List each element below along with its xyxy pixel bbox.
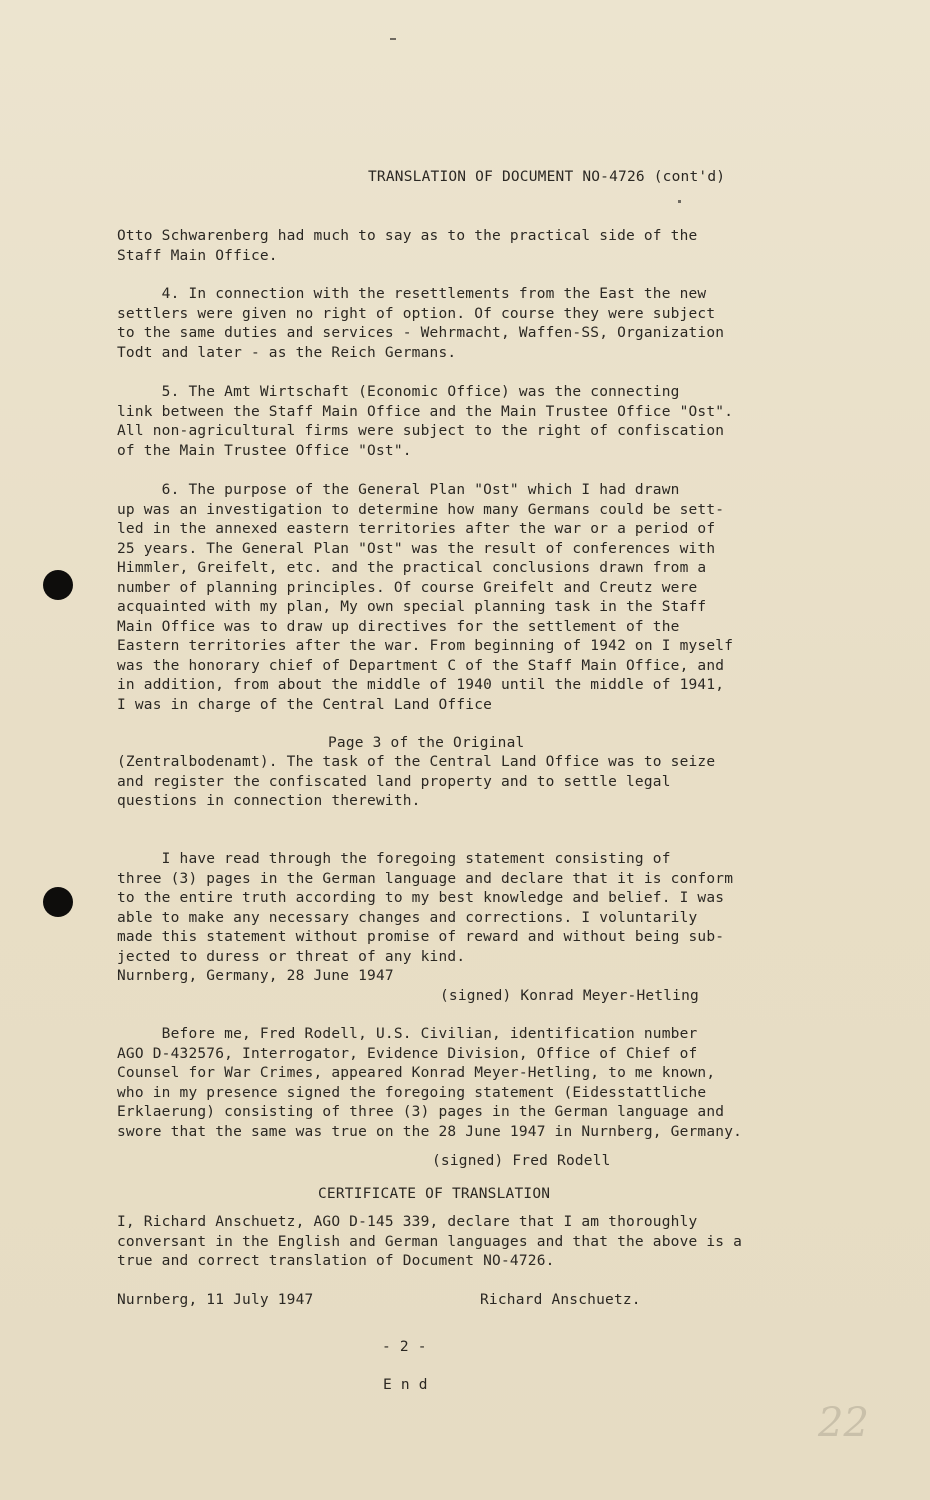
text-line: Before me, Fred Rodell, U.S. Civilian, identification number (117, 1026, 698, 1042)
text-line: to the same duties and services - Wehrmacht, Waffen-SS, Organization (117, 325, 725, 341)
paragraph-6 (117, 481, 807, 715)
text-line: led in the annexed eastern territories after the war or a period of (117, 521, 716, 537)
text-line: settlers were given no right of option. Of course they were subject (117, 305, 716, 322)
text-line: 5. The Amt Wirtschaft (Economic Office) was the connecting (117, 384, 680, 400)
text-line: conversant in the English and German languages and that the above is a (117, 1233, 743, 1250)
text-line: (Zentralbodenamt). The task of the Central Land Office was to seize (117, 754, 716, 770)
text-line: 4. In connection with the resettlements from the East the new (117, 286, 707, 302)
text-line: Main Office was to draw up directives for the settlement of the (117, 618, 680, 635)
oath-paragraph (117, 1025, 807, 1142)
signature-rodell: (signed) Fred Rodell (432, 1153, 611, 1169)
certificate-body (117, 1213, 807, 1272)
certificate-place-date: Nurnberg, 11 July 1947 (117, 1292, 314, 1308)
certificate-heading: CERTIFICATE OF TRANSLATION (318, 1186, 551, 1202)
handwritten-page-number: 22 (818, 1400, 869, 1446)
text-line: was the honorary chief of Department C of the Staff Main Office, and (117, 657, 725, 674)
text-line: true and correct translation of Document NO-4726. (117, 1253, 555, 1269)
intro-paragraph (117, 227, 807, 266)
text-line: AGO D-432576, Interrogator, Evidence Division, Office of Chief of (117, 1045, 698, 1062)
text-line: I have read through the foregoing statement consisting of (117, 851, 671, 867)
text-line: able to make any necessary changes and corrections. I voluntarily (117, 909, 698, 926)
punch-hole-top (43, 570, 73, 600)
text-line: Eastern territories after the war. From beginning of 1942 on I myself (117, 638, 734, 654)
paragraph-6-continued (117, 753, 807, 812)
text-line: up was an investigation to determine how many Germans could be sett- (117, 501, 725, 518)
text-line: Otto Schwarenberg had much to say as to the practical side of the (117, 228, 698, 244)
text-line: Himmler, Greifelt, etc. and the practical conclusions drawn from a (117, 560, 707, 576)
text-line: who in my presence signed the foregoing statement (Eidesstattliche (117, 1084, 707, 1101)
text-line: in addition, from about the middle of 1940 until the middle of 1941, (117, 677, 725, 693)
text-line: acquainted with my plan, My own special planning task in the Staff (117, 599, 707, 615)
text-line: All non-agricultural firms were subject to the right of confiscation (117, 423, 725, 439)
speck (390, 38, 396, 40)
text-line: made this statement without promise of reward and without being sub- (117, 929, 725, 945)
text-line: swore that the same was true on the 28 June 1947 in Nurnberg, Germany. (117, 1123, 743, 1140)
text-line: Nurnberg, Germany, 28 June 1947 (117, 968, 394, 984)
text-line: 25 years. The General Plan "Ost" was the result of conferences with (117, 540, 716, 557)
text-line: of the Main Trustee Office "Ost". (117, 442, 412, 459)
text-line: Erklaerung) consisting of three (3) pages in the German language and (117, 1104, 725, 1120)
text-line: questions in connection therewith. (117, 793, 421, 809)
certificate-signer: Richard Anschuetz. (480, 1292, 641, 1308)
paragraph-5 (117, 383, 807, 461)
text-line: 6. The purpose of the General Plan "Ost" which I had drawn (117, 482, 680, 498)
text-line: link between the Staff Main Office and the Main Trustee Office "Ost". (117, 403, 734, 420)
punch-hole-bottom (43, 887, 73, 917)
speck (678, 200, 681, 203)
text-line: jected to duress or threat of any kind. (117, 948, 466, 965)
page-number: - 2 - (382, 1339, 427, 1355)
text-line: and register the confiscated land property and to settle legal (117, 773, 671, 790)
text-line: three (3) pages in the German language and declare that it is conform (117, 870, 734, 887)
document-title: TRANSLATION OF DOCUMENT NO-4726 (cont'd) (368, 169, 726, 185)
signature-meyer-hetling: (signed) Konrad Meyer-Hetling (440, 988, 699, 1004)
text-line: I, Richard Anschuetz, AGO D-145 339, declare that I am thoroughly (117, 1214, 698, 1230)
text-line: Counsel for War Crimes, appeared Konrad Meyer-Hetling, to me known, (117, 1065, 716, 1081)
text-line: Staff Main Office. (117, 247, 278, 264)
paragraph-4 (117, 285, 807, 363)
declaration-paragraph (117, 850, 807, 987)
text-line: number of planning principles. Of course Greifelt and Creutz were (117, 579, 698, 596)
text-line: I was in charge of the Central Land Office (117, 696, 493, 713)
text-line: to the entire truth according to my best knowledge and belief. I was (117, 890, 725, 906)
text-line: Todt and later - as the Reich Germans. (117, 344, 457, 361)
original-page-marker: Page 3 of the Original (328, 735, 525, 751)
end-marker: E n d (383, 1377, 428, 1393)
